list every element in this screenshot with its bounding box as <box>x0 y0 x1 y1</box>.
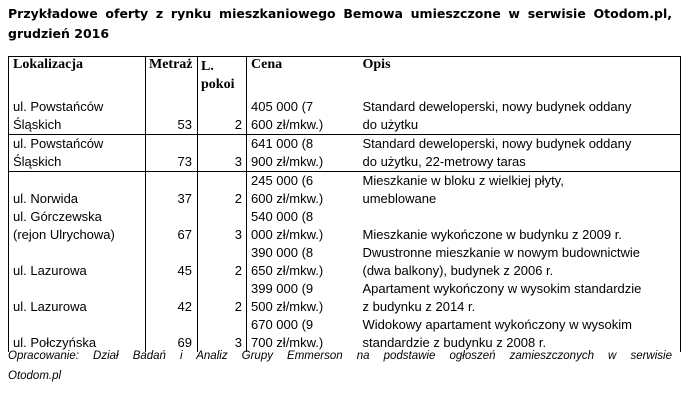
cell-price-line-2: 000 zł/mkw.) <box>251 227 324 242</box>
cell-area: 42 <box>146 280 198 316</box>
cell-location <box>9 280 146 316</box>
cell-description-line-2: umeblowane <box>362 191 437 206</box>
table-header <box>9 57 681 99</box>
column-header-rooms-line-1: L. <box>201 59 214 74</box>
column-header-area: Metraż <box>146 57 198 99</box>
table-row <box>9 208 681 244</box>
cell-price-line-2: 900 zł/mkw.) <box>251 154 324 169</box>
cell-description <box>357 98 681 135</box>
cell-location-line-2: ul. Połczyńska <box>13 335 97 350</box>
cell-location <box>9 172 146 209</box>
cell-description <box>357 135 681 172</box>
cell-location-line-2: ul. Lazurowa <box>13 263 87 278</box>
cell-price <box>247 172 357 209</box>
cell-rooms: 2 <box>198 98 247 135</box>
cell-location-line-2: Śląskich <box>13 154 62 169</box>
cell-location <box>9 135 146 172</box>
table-row <box>9 172 681 209</box>
cell-location <box>9 208 146 244</box>
cell-area: 73 <box>146 135 198 172</box>
cell-rooms: 2 <box>198 172 247 209</box>
cell-description-line-2: (dwa balkony), budynek z 2006 r. <box>362 263 554 278</box>
cell-description-line-1: Standard deweloperski, nowy budynek oddany <box>362 99 632 114</box>
cell-area: 67 <box>146 208 198 244</box>
cell-price-line-2: 500 zł/mkw.) <box>251 299 324 314</box>
source-note <box>8 346 672 386</box>
cell-description <box>357 280 681 316</box>
cell-price <box>247 208 357 244</box>
cell-description-line-1: Apartament wykończony w wysokim standardzie <box>362 281 642 296</box>
column-header-rooms-line-2: pokoi <box>201 77 235 92</box>
offers-table <box>8 56 681 352</box>
cell-location-line-2: ul. Norwida <box>13 191 79 206</box>
column-header-description: Opis <box>362 57 391 72</box>
page-title <box>8 4 672 44</box>
cell-price-line-2: 700 zł/mkw.) <box>251 335 324 350</box>
cell-price-line-1: 540 000 (8 <box>251 209 314 224</box>
cell-location-line-2: ul. Lazurowa <box>13 299 87 314</box>
source-note-line-1: Opracowanie: Dział Badań i Analiz Grupy Emmerson na podstawie ogłoszeń zamieszczonych w serwisie <box>8 350 672 362</box>
cell-price-line-1: 399 000 (9 <box>251 281 314 296</box>
source-note-line-2: Otodom.pl <box>8 370 62 382</box>
cell-location-line-1 <box>13 316 145 334</box>
page-title-line-2: grudzień 2016 <box>8 26 110 41</box>
cell-location-line-2: (rejon Ulrychowa) <box>13 227 115 242</box>
cell-area: 69 <box>146 316 198 352</box>
cell-price <box>247 135 357 172</box>
cell-description <box>357 244 681 280</box>
cell-location-line-1: ul. Powstańców <box>13 136 104 151</box>
cell-description <box>357 208 681 244</box>
cell-rooms: 2 <box>198 280 247 316</box>
table-row <box>9 280 681 316</box>
cell-rooms: 2 <box>198 244 247 280</box>
cell-location-line-1: ul. Górczewska <box>13 209 102 224</box>
cell-price <box>247 244 357 280</box>
cell-price-line-2: 650 zł/mkw.) <box>251 263 324 278</box>
table-row <box>9 98 681 135</box>
cell-rooms: 3 <box>198 135 247 172</box>
cell-price-line-1: 670 000 (9 <box>251 317 314 332</box>
cell-price-line-1: 245 000 (6 <box>251 173 314 188</box>
cell-location-line-1 <box>13 244 145 262</box>
cell-description-line-2: z budynku z 2014 r. <box>362 299 476 314</box>
column-header-rooms <box>198 57 247 99</box>
cell-location-line-1: ul. Powstańców <box>13 99 104 114</box>
cell-rooms: 3 <box>198 208 247 244</box>
cell-location-line-2: Śląskich <box>13 117 62 132</box>
table-row <box>9 244 681 280</box>
cell-description-line-1: Dwustronne mieszkanie w nowym budownictwie <box>362 245 640 260</box>
cell-description-line-2: standardzie z budynku z 2008 r. <box>362 335 547 350</box>
cell-price-line-1: 641 000 (8 <box>251 136 314 151</box>
cell-description-line-1: Standard deweloperski, nowy budynek oddany <box>362 136 632 151</box>
cell-price-line-1: 390 000 (8 <box>251 245 314 260</box>
cell-price-line-2: 600 zł/mkw.) <box>251 191 324 206</box>
cell-description-line-2: Mieszkanie wykończone w budynku z 2009 r. <box>362 227 622 242</box>
column-header-price: Cena <box>251 57 283 72</box>
cell-location <box>9 244 146 280</box>
cell-rooms: 3 <box>198 316 247 352</box>
cell-description-line-1: Widokowy apartament wykończony w wysokim <box>362 317 632 332</box>
cell-location-line-1 <box>13 280 145 298</box>
cell-description-line-1 <box>363 208 681 226</box>
table-header-row <box>9 57 681 99</box>
cell-price <box>247 98 357 135</box>
cell-price-line-1: 405 000 (7 <box>251 99 314 114</box>
table-row <box>9 135 681 172</box>
cell-description-line-2: do użytku <box>362 117 419 132</box>
cell-price-line-2: 600 zł/mkw.) <box>251 117 324 132</box>
column-header-location: Lokalizacja <box>9 57 146 99</box>
page-title-line-1: Przykładowe oferty z rynku mieszkaniowego Bemowa umieszczone w serwisie Otodom.pl, <box>8 6 672 21</box>
cell-area: 37 <box>146 172 198 209</box>
cell-location-line-1 <box>13 172 145 190</box>
cell-area: 45 <box>146 244 198 280</box>
cell-price <box>247 280 357 316</box>
cell-description <box>357 172 681 209</box>
cell-description-line-2: do użytku, 22-metrowy taras <box>362 154 526 169</box>
cell-location <box>9 98 146 135</box>
table-body <box>9 98 681 352</box>
cell-area: 53 <box>146 98 198 135</box>
cell-description-line-1: Mieszkanie w bloku z wielkiej płyty, <box>362 173 564 188</box>
